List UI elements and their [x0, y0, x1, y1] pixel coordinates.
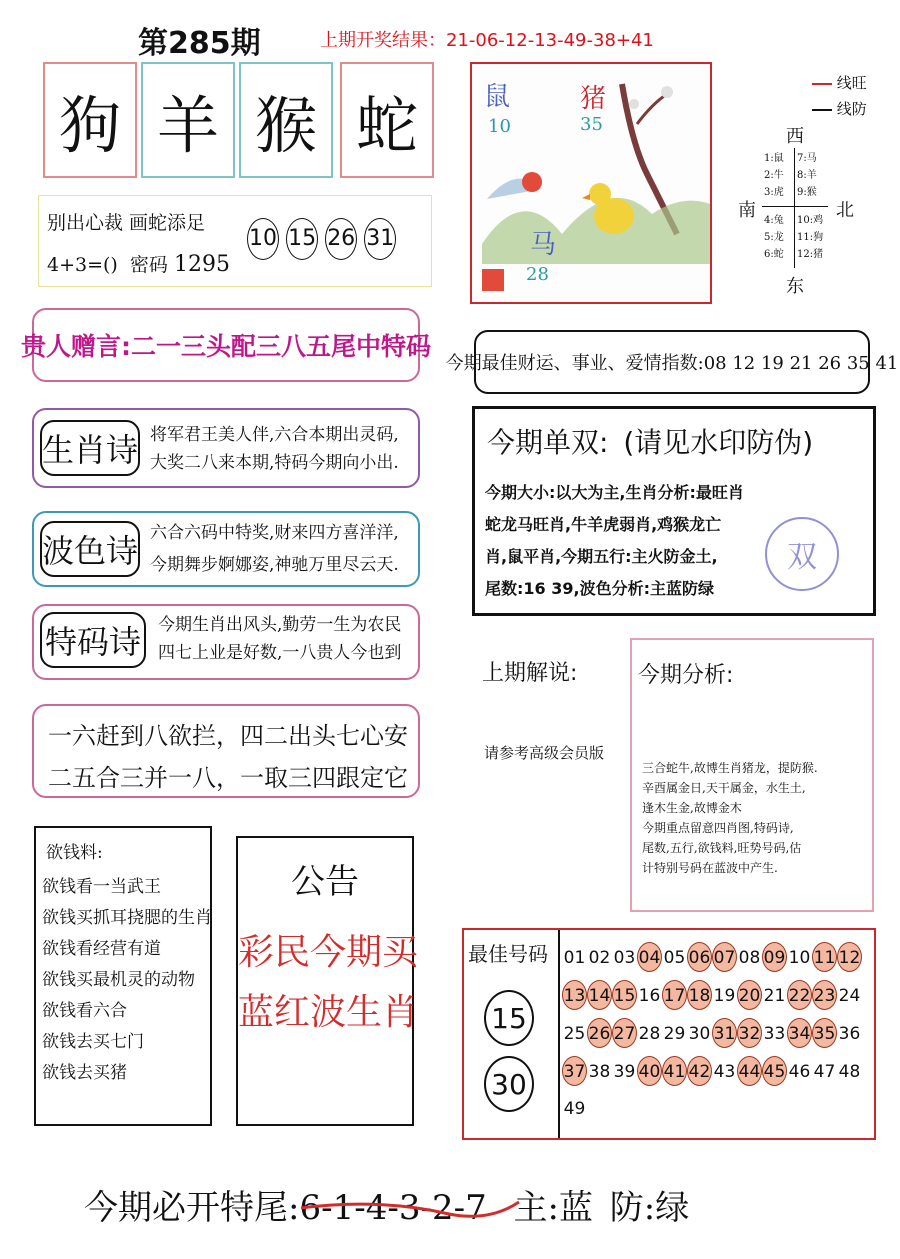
number-cell: 15	[612, 980, 637, 1010]
legend-black-line	[812, 109, 832, 111]
footer-strike-curve	[299, 1194, 539, 1224]
number-cell: 35	[812, 1018, 837, 1048]
best-numbers-divider	[558, 930, 560, 1138]
compass-cell	[797, 212, 823, 263]
zodiac-char: 蛇	[355, 88, 418, 162]
formula: 4+3=()	[47, 254, 118, 276]
idiom-line: 别出心裁 画蛇添足	[47, 212, 206, 234]
legend-fang	[812, 98, 867, 119]
odd-even-line: 尾数:16 39,波色分析:主蓝防绿	[485, 579, 714, 598]
money-item: 欲钱看六合	[42, 1001, 127, 1021]
compass-east: 东	[786, 276, 804, 297]
code-value: 1295	[173, 252, 230, 277]
money-item: 欲钱看一当武王	[42, 877, 161, 897]
analysis-line: 今期重点留意四肖图,特码诗,	[642, 821, 794, 835]
compass-cell	[797, 150, 817, 201]
best-pick-circle: 15	[484, 990, 534, 1046]
number-circle: 26	[325, 218, 357, 260]
last-explain-body: 请参考高级会员版	[484, 744, 605, 762]
notice-line: 彩民今期买	[238, 932, 419, 973]
number-circle: 10	[247, 218, 279, 260]
notice-line: 蓝红波生肖	[238, 992, 419, 1033]
compass-item: 10:鸡	[797, 215, 824, 226]
idiom-box	[38, 195, 432, 287]
previous-result: 上期开奖结果：21-06-12-13-49-38+41	[320, 30, 654, 51]
number-cell: 46	[788, 1062, 811, 1082]
compass-cell	[764, 150, 784, 201]
zodiac-picture	[470, 62, 712, 304]
fortune-text: 今期最佳财运、事业、爱情指数:08 12 19 21 26 35 41	[445, 353, 899, 374]
odd-even-line: 蛇龙马旺肖,牛羊虎弱肖,鸡猴龙亡	[485, 515, 722, 534]
zodiac-char: 猴	[254, 88, 317, 162]
money-box	[34, 826, 212, 1126]
compass-west: 西	[786, 126, 804, 147]
number-cell: 12	[837, 942, 862, 972]
number-cell: 49	[563, 1099, 586, 1119]
number-cell: 19	[713, 986, 736, 1006]
number-cell: 13	[562, 980, 587, 1010]
odd-even-body	[485, 477, 744, 605]
picture-number: 10	[488, 116, 511, 137]
compass-item: 7:马	[797, 153, 817, 164]
best-numbers-box	[462, 928, 876, 1140]
number-cell: 16	[638, 986, 661, 1006]
number-grid-row	[562, 942, 868, 980]
poem-line: 大奖二八来本期,特码今期向小出.	[150, 453, 399, 473]
number-cell: 38	[588, 1062, 611, 1082]
analysis-line: 逢木生金,故博金木	[642, 801, 742, 815]
number-cell: 03	[613, 948, 636, 968]
footer-prefix: 今期必开特尾:	[84, 1188, 300, 1228]
number-cell: 24	[838, 986, 861, 1006]
noble-banner-text: 贵人赠言:二一三头配三八五尾中特码	[21, 332, 431, 361]
legend-red-line	[812, 83, 832, 85]
odd-even-title-row	[487, 421, 813, 461]
number-cell: 18	[687, 980, 712, 1010]
number-cell: 20	[737, 980, 762, 1010]
number-cell: 25	[563, 1024, 586, 1044]
analysis-line: 三合蛇牛,故博生肖猪龙，提防猴.	[642, 761, 818, 775]
analysis-body	[642, 758, 818, 878]
best-pick-circle: 30	[484, 1056, 534, 1112]
fortune-box	[445, 330, 899, 394]
number-cell: 45	[762, 1056, 787, 1086]
compass-item: 8:羊	[797, 170, 817, 181]
footer-main-label: 主:	[513, 1188, 559, 1228]
odd-even-box	[472, 406, 876, 616]
compass-item: 2:牛	[764, 170, 784, 181]
code-line	[47, 250, 230, 277]
compass-hline	[762, 206, 828, 207]
number-cell: 31	[712, 1018, 737, 1048]
number-cell: 22	[787, 980, 812, 1010]
number-cell: 23	[812, 980, 837, 1010]
number-cell: 08	[738, 948, 761, 968]
odd-even-title: 今期单双:	[487, 426, 609, 459]
zodiac-box	[340, 62, 434, 178]
number-cell: 32	[737, 1018, 762, 1048]
zodiac-box	[43, 62, 137, 178]
number-cell: 10	[788, 948, 811, 968]
number-cell: 42	[687, 1056, 712, 1086]
number-cell: 07	[712, 942, 737, 972]
money-item: 欲钱买抓耳挠腮的生肖	[42, 908, 212, 928]
poem-label: 波色诗	[40, 521, 140, 577]
money-item: 欲钱去买七门	[42, 1032, 144, 1052]
zodiac-box	[239, 62, 333, 178]
number-grid	[562, 942, 868, 1132]
money-item: 欲钱去买猪	[42, 1063, 127, 1083]
poem-label: 特码诗	[40, 612, 146, 668]
number-cell: 28	[638, 1024, 661, 1044]
legend-fang-text: 线防	[836, 100, 867, 118]
number-circle: 31	[364, 218, 396, 260]
compass-item: 11:狗	[797, 232, 824, 243]
compass-cell	[764, 212, 784, 263]
poem-label: 生肖诗	[40, 420, 140, 476]
number-cell: 34	[787, 1018, 812, 1048]
legend-wang	[812, 72, 867, 93]
code-label: 密码	[129, 254, 168, 276]
number-circle: 15	[286, 218, 318, 260]
poem-line: 四七上业是好数,一八贵人今也到	[158, 643, 402, 663]
money-list	[42, 872, 212, 1089]
compass-item: 9:猴	[797, 187, 817, 198]
issue-number: 第285期	[138, 26, 261, 61]
poem-line: 六合六码中特奖,财来四方喜洋洋,	[150, 523, 399, 543]
number-cell: 04	[637, 942, 662, 972]
picture-label: 猪	[580, 84, 607, 114]
compass-item: 3:虎	[764, 187, 784, 198]
picture-label: 马	[530, 230, 557, 260]
number-cell: 36	[838, 1024, 861, 1044]
footer-defend-label: 防:	[609, 1188, 656, 1228]
number-cell: 48	[838, 1062, 861, 1082]
compass-item: 1:鼠	[764, 153, 784, 164]
footer-defend: 绿	[655, 1188, 690, 1228]
number-cell: 43	[713, 1062, 736, 1082]
best-numbers-title: 最佳号码	[468, 942, 548, 966]
number-cell: 39	[613, 1062, 636, 1082]
money-item: 欲钱买最机灵的动物	[42, 970, 195, 990]
zodiac-char: 羊	[156, 88, 219, 162]
number-cell: 41	[662, 1056, 687, 1086]
number-cell: 44	[737, 1056, 762, 1086]
number-grid-row	[562, 980, 868, 1018]
analysis-line: 计特别号码在蓝波中产生.	[642, 861, 778, 875]
compass-item: 5:龙	[764, 232, 784, 243]
odd-even-note: (请见水印防伪)	[623, 426, 814, 459]
number-cell: 02	[588, 948, 611, 968]
noble-banner	[21, 308, 431, 382]
number-cell: 29	[663, 1024, 686, 1044]
number-grid-row	[562, 1018, 868, 1056]
zodiac-char: 狗	[58, 88, 121, 162]
number-cell: 14	[587, 980, 612, 1010]
odd-even-line: 肖,鼠平肖,今期五行:主火防金土,	[485, 547, 718, 566]
poem-line: 今期舞步婀娜姿,神驰万里尽云天.	[150, 555, 399, 575]
money-item: 欲钱看经营有道	[42, 939, 161, 959]
number-cell: 17	[662, 980, 687, 1010]
compass-item: 12:猪	[797, 249, 824, 260]
analysis-box	[630, 638, 874, 912]
footer-sequence: 6-1-4-3-2-7	[299, 1188, 487, 1228]
riddle-box	[32, 704, 420, 798]
money-title: 欲钱料:	[46, 843, 103, 863]
number-cell: 26	[587, 1018, 612, 1048]
analysis-title: 今期分析:	[638, 663, 734, 688]
watermark-stamp: 双	[765, 517, 839, 591]
number-grid-row	[562, 1056, 868, 1094]
riddle-line: 一六赶到八欲拦，四二出头七心安	[48, 722, 408, 750]
picture-number: 28	[526, 264, 549, 285]
footer-sequence-wrap	[299, 1188, 486, 1228]
number-cell: 47	[813, 1062, 836, 1082]
compass-south: 南	[738, 200, 756, 221]
footer-main: 蓝	[558, 1188, 593, 1228]
notice-box	[236, 836, 419, 1126]
number-grid-row	[562, 1094, 868, 1132]
analysis-line: 辛酉属金日,天干属金，水生土,	[642, 781, 806, 795]
compass-vline	[794, 148, 795, 268]
number-cell: 30	[688, 1024, 711, 1044]
compass-item: 4:兔	[764, 215, 784, 226]
number-cell: 09	[762, 942, 787, 972]
number-cell: 05	[663, 948, 686, 968]
compass-item: 6:蛇	[764, 249, 784, 260]
number-circles	[247, 218, 398, 260]
picture-number: 35	[580, 114, 603, 135]
compass-north: 北	[836, 200, 854, 221]
legend-wang-text: 线旺	[836, 74, 867, 92]
riddle-line: 二五合三并一八，一取三四跟定它	[48, 764, 408, 792]
zodiac-box	[141, 62, 235, 178]
poem-line: 今期生肖出风头,勤劳一生为农民	[158, 615, 402, 635]
poem-line: 将军君王美人伴,六合本期出灵码,	[150, 425, 399, 445]
odd-even-line: 今期大小:以大为主,生肖分析:最旺肖	[485, 483, 744, 502]
number-cell: 06	[687, 942, 712, 972]
number-cell: 01	[563, 948, 586, 968]
number-cell: 33	[763, 1024, 786, 1044]
number-cell: 37	[562, 1056, 587, 1086]
notice-title: 公告	[291, 862, 359, 902]
number-cell: 11	[812, 942, 837, 972]
footer-line	[84, 1180, 689, 1229]
number-cell: 27	[612, 1018, 637, 1048]
number-cell: 40	[637, 1056, 662, 1086]
picture-label: 鼠	[484, 82, 511, 112]
compass-grid	[762, 148, 828, 268]
last-explain-title: 上期解说:	[482, 661, 578, 686]
number-cell: 21	[763, 986, 786, 1006]
analysis-line: 尾数,五行,欲钱料,旺势号码,估	[642, 841, 802, 855]
